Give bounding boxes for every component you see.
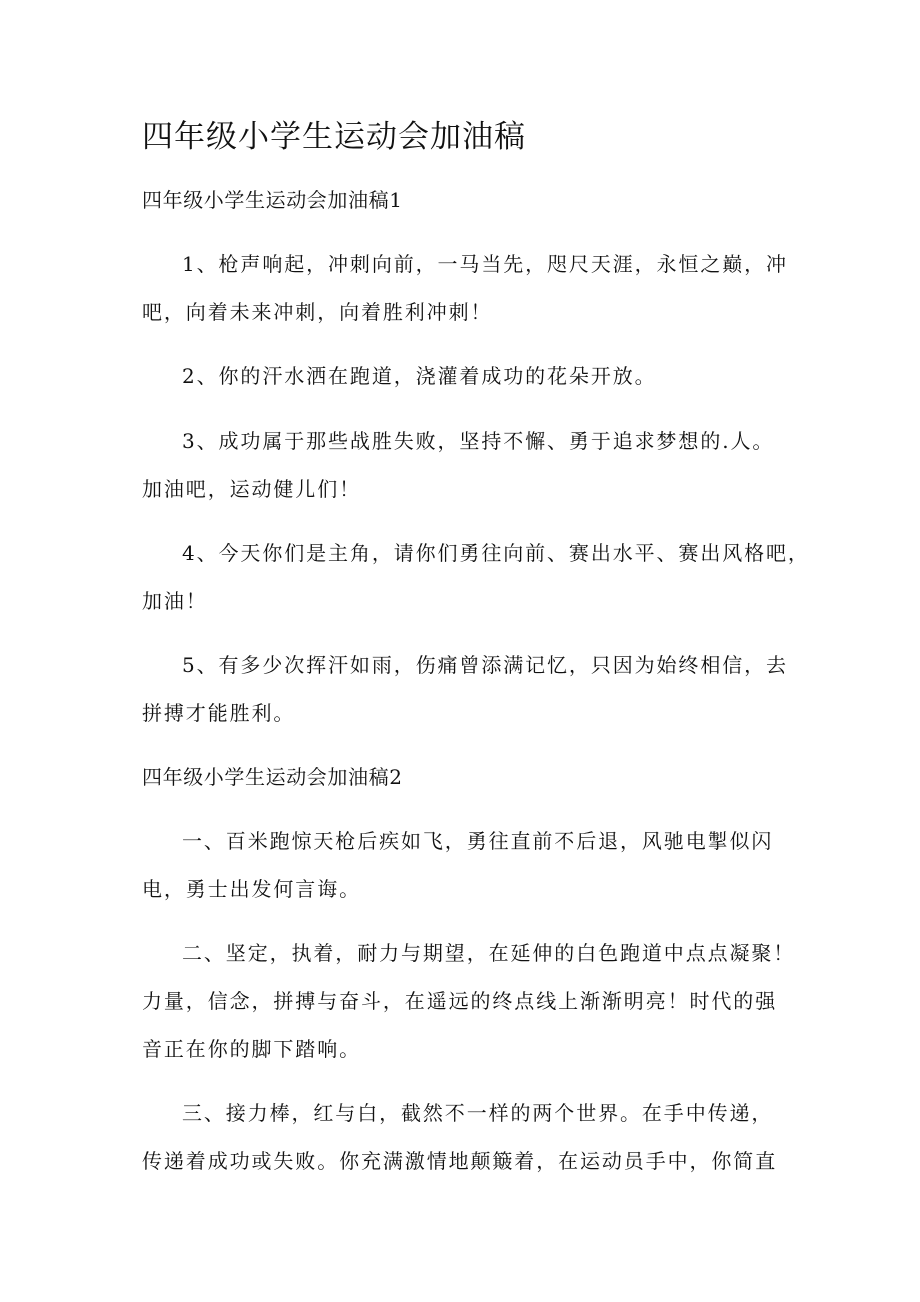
paragraph-line: 2、你的汗水洒在跑道，浇灌着成功的花朵开放。 <box>182 364 657 388</box>
paragraph-line: 音正在你的脚下踏响。 <box>142 1037 361 1061</box>
paragraph-line: 三、接力棒，红与白，截然不一样的两个世界。在手中传递， <box>182 1101 774 1125</box>
paragraph-line: 3、成功属于那些战胜失败，坚持不懈、勇于追求梦想的.人。 <box>182 429 775 453</box>
paragraph-line: 吧，向着未来冲刺，向着胜利冲刺！ <box>142 300 493 324</box>
section-heading-2: 四年级小学生运动会加油稿2 <box>142 765 403 789</box>
paragraph-line: 传递着成功或失败。你充满激情地颠簸着，在运动员手中，你简直 <box>142 1149 778 1173</box>
document-title: 四年级小学生运动会加油稿 <box>142 119 526 155</box>
paragraph-line: 一、百米跑惊天枪后疾如飞，勇往直前不后退，风驰电掣似闪 <box>182 829 774 853</box>
section-heading-1: 四年级小学生运动会加油稿1 <box>142 188 403 212</box>
paragraph-line: 4、今天你们是主角，请你们勇往向前、赛出水平、赛出风格吧， <box>182 541 810 565</box>
paragraph-line: 电，勇士出发何言诲。 <box>142 877 361 901</box>
paragraph-line: 5、有多少次挥汗如雨，伤痛曾添满记忆，只因为始终相信，去 <box>182 653 788 677</box>
paragraph-line: 拼搏才能胜利。 <box>142 701 296 725</box>
paragraph-line: 加油吧，运动健儿们！ <box>142 477 361 501</box>
paragraph-line: 1、枪声响起，冲刺向前，一马当先，咫尺天涯，永恒之巅，冲 <box>182 252 788 276</box>
paragraph-line: 二、坚定，执着，耐力与期望，在延伸的白色跑道中点点凝聚！ <box>182 941 796 965</box>
paragraph-line: 加油！ <box>142 589 208 613</box>
paragraph-line: 力量，信念，拼搏与奋斗，在遥远的终点线上渐渐明亮！时代的强 <box>142 989 778 1013</box>
